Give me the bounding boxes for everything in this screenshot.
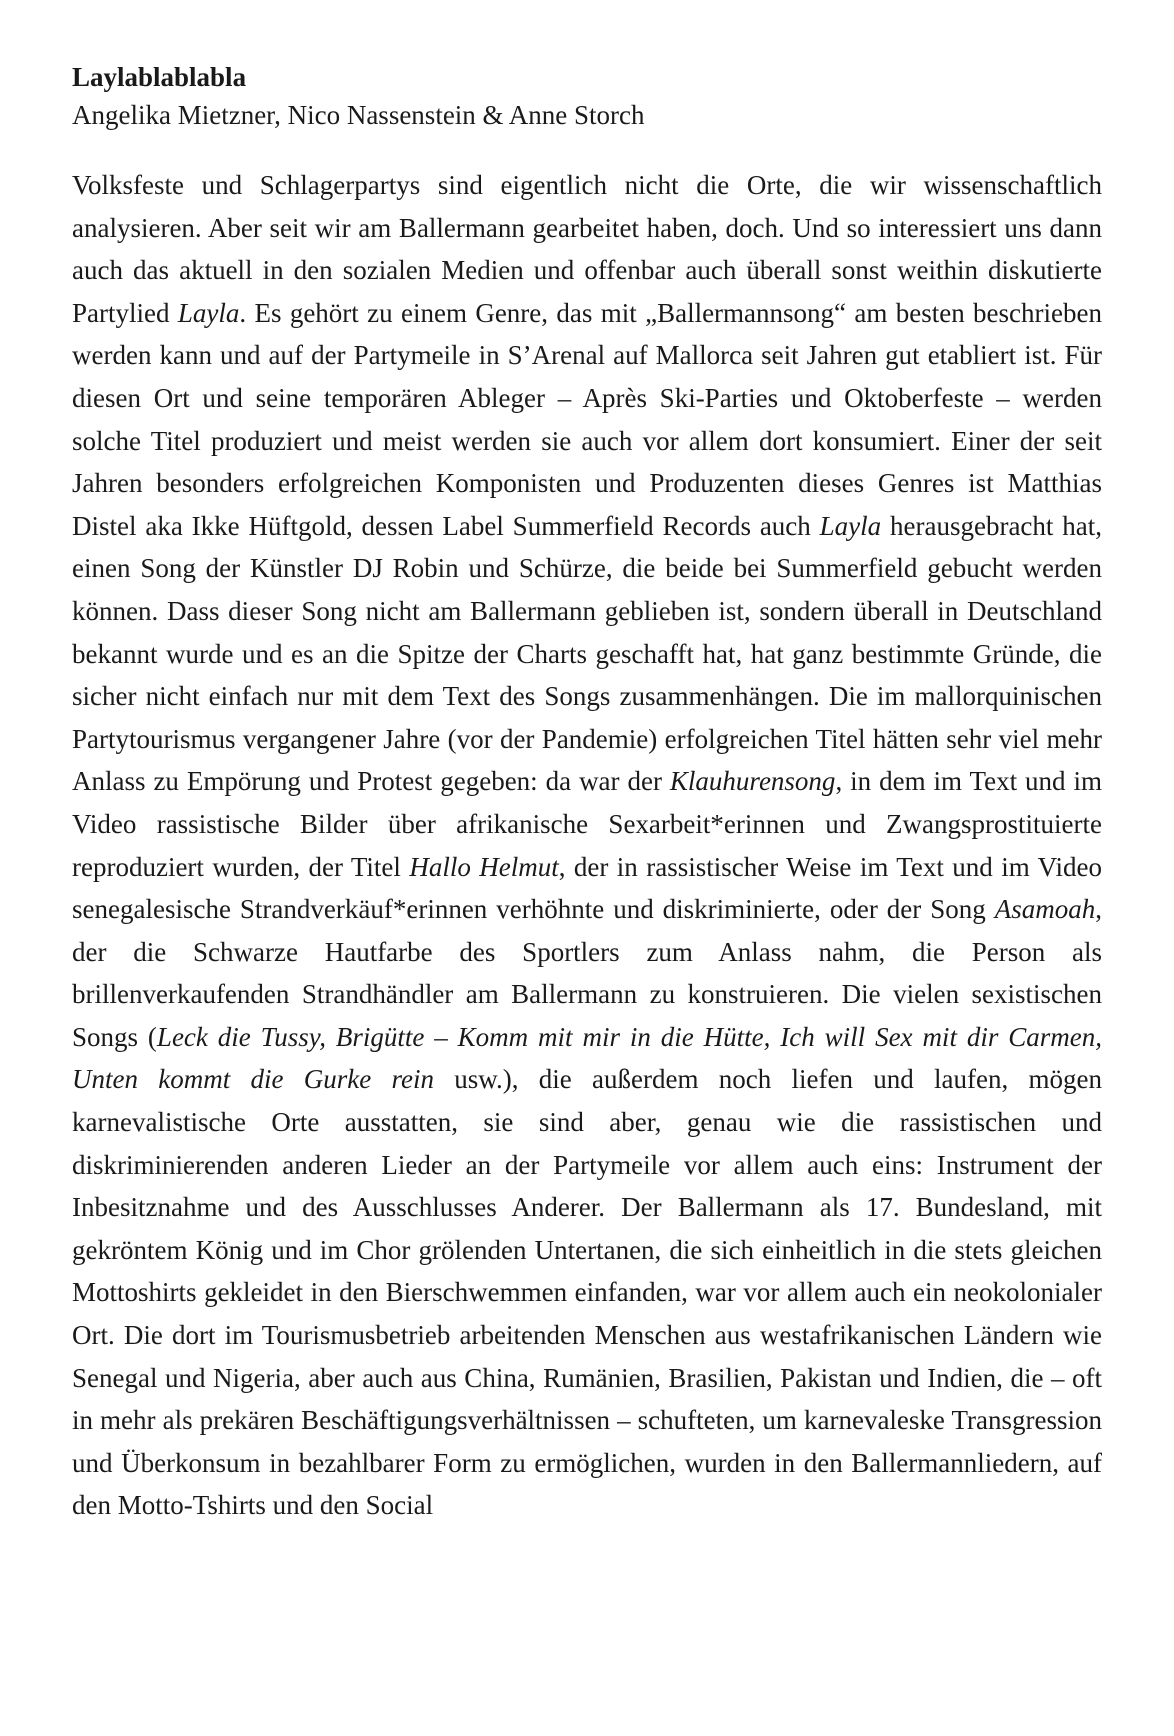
song-title: Klauhurensong (669, 766, 836, 797)
text-segment: . Es gehört zu einem Genre, das mit „Ballermannsong“ am besten beschrieben werden kann und auf der Partymeile in S’Arenal auf Mallorca seit Jahren gut etabliert ist. Für diesen Ort und seine temporären Ableger – Après Ski-Parties und Oktoberfeste – werden solche Titel produziert und meist werden sie auch vor allem dort konsumiert. Einer der seit Jahren besonders erfolgreichen Komponisten und Produzenten dieses Genres ist Matthias Distel aka Ikke Hüftgold, dessen Label Summerfield Records auch (72, 297, 1102, 541)
text-segment: , der in rassistischer Weise im Text und im Video senegalesische Strandverkäuf*erinnen verhöhnte und diskriminierte, oder der Song (72, 851, 1102, 925)
song-title-list: Leck die Tussy, Brigütte – Komm mit mir in die Hütte, Ich will Sex mit dir Carmen, Unten kommt die Gurke rein (72, 1021, 1102, 1095)
body-paragraph (72, 164, 1102, 1527)
song-title: Layla (177, 297, 240, 328)
song-title: Layla (819, 510, 882, 541)
song-title: Hallo Helmut (409, 851, 559, 882)
text-segment: , in dem im Text und im Video rassistische Bilder über afrikanische Sexarbeit*erinnen und Zwangsprostituierte reproduziert wurden, der Titel (72, 766, 1102, 882)
text-segment: , der die Schwarze Hautfarbe des Sportlers zum Anlass nahm, die Person als brillenverkaufenden Strandhändler am Ballermann zu konstruieren. Die vielen sexistischen Songs ( (72, 894, 1102, 1052)
text-segment: herausgebracht hat, einen Song der Künstler DJ Robin und Schürze, die beide bei Summerfield gebucht werden können. Dass dieser Song nicht am Ballermann geblieben ist, sondern überall in Deutschland bekannt wurde und es an die Spitze der Charts geschafft hat, hat ganz bestimmte Gründe, die sicher nicht einfach nur mit dem Text des Songs zusammenhängen. Die im mallorquinischen Partytourismus vergangener Jahre (vor der Pandemie) erfolgreichen Titel hätten sehr viel mehr Anlass zu Empörung und Protest gegeben: da war der (72, 510, 1102, 797)
song-title: Asamoah (994, 894, 1096, 925)
article-title: Laylablablabla (72, 62, 247, 92)
text-segment: usw.), die außerdem noch liefen und laufen, mögen karnevalistische Orte ausstatten, sie sind aber, genau wie die rassistischen und diskriminierenden anderen Lieder an der Partymeile vor allem auch eins: Instrument der Inbesitznahme und des Ausschlusses Anderer. Der Ballermann als 17. Bundesland, mit gekröntem König und im Chor grölenden Untertanen, die sich einheitlich in die stets gleichen Mottoshirts gekleidet in den Bierschwemmen einfanden, war vor allem auch ein neokolonialer Ort. Die dort im Tourismusbetrieb arbeitenden Menschen aus westafrikanischen Ländern wie Senegal und Nigeria, aber auch aus China, Rumänien, Brasilien, Pakistan und Indien, die – oft in mehr als prekären Beschäftigungsverhältnissen – schufteten, um karnevaleske Transgression und Überkonsum in bezahlbarer Form zu ermöglichen, wurden in den Ballermannliedern, auf den Motto-Tshirts und den Social (72, 1064, 1102, 1521)
document-page (72, 58, 1102, 1527)
text-segment: Volksfeste und Schlagerpartys sind eigentlich nicht die Orte, die wir wissenschaftlich analysieren. Aber seit wir am Ballermann gearbeitet haben, doch. Und so interessiert uns dann auch das aktuell in den sozialen Medien und offenbar auch überall sonst weithin diskutierte Partylied (72, 170, 1102, 328)
article-authors: Angelika Mietzner, Nico Nassenstein & Anne Storch (72, 100, 645, 130)
